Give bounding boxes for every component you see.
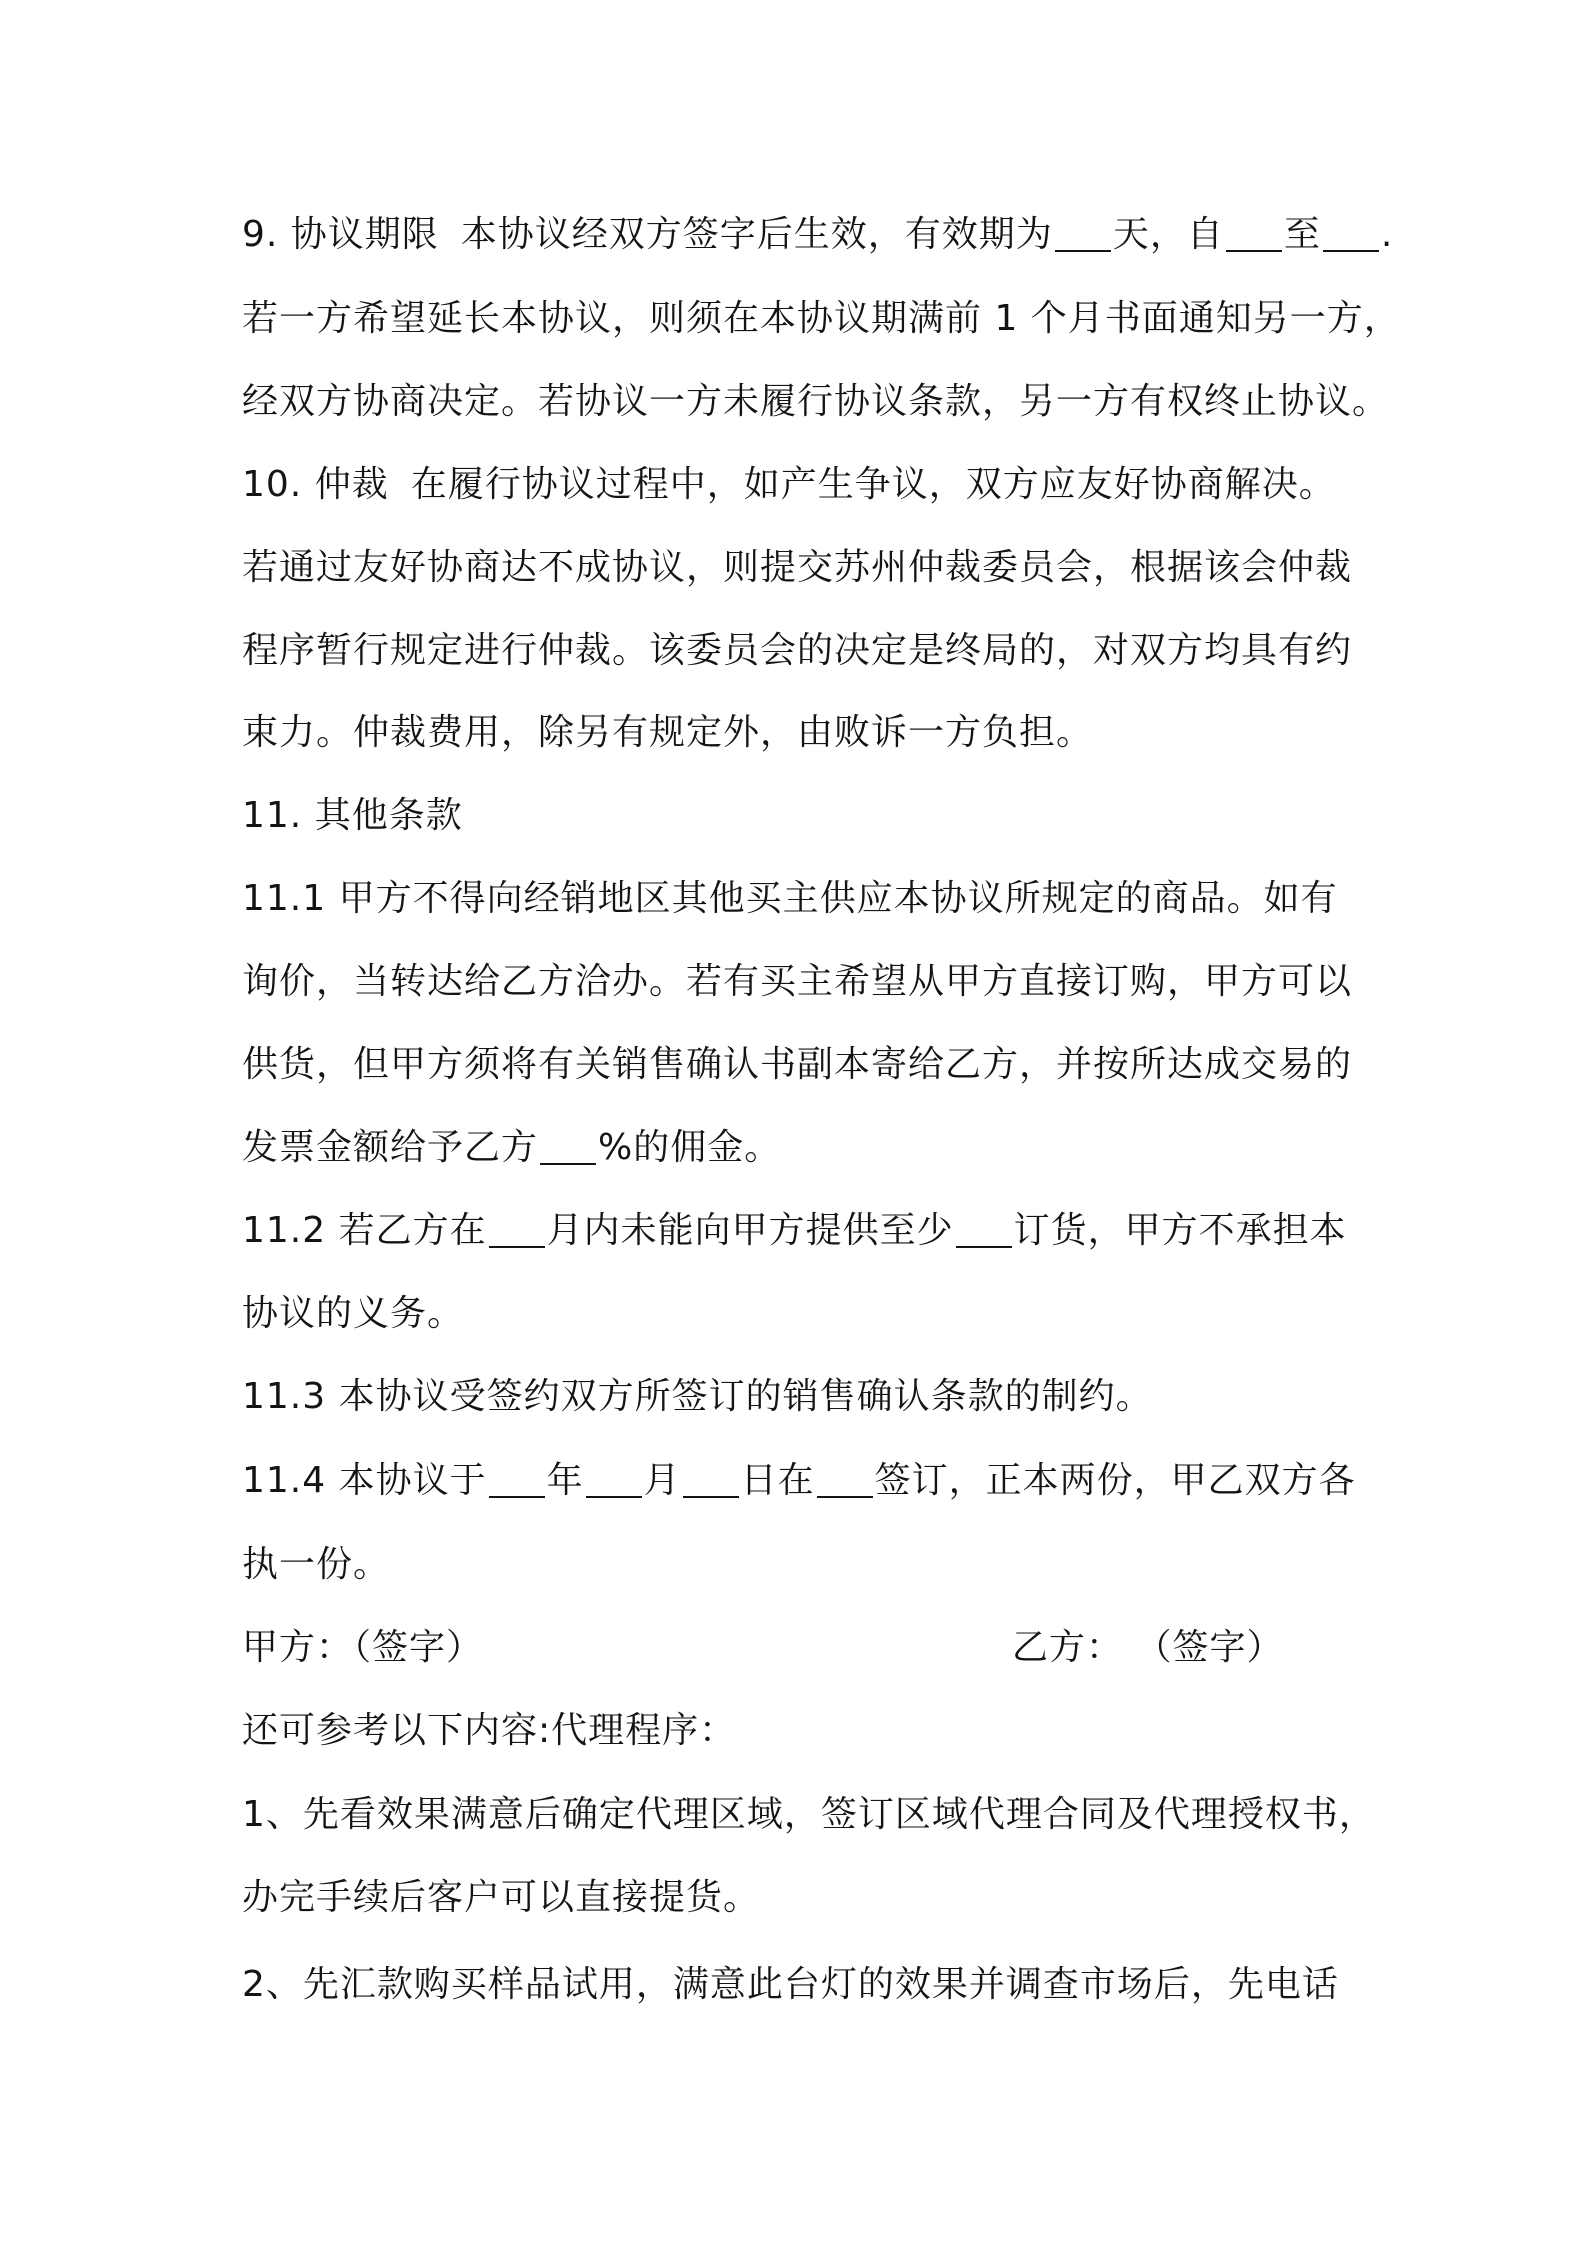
clause-11-2-text-mid: 月内未能向甲方提供至少 xyxy=(546,1210,954,1251)
clause-11-2-text: 11.2 若乙方在 xyxy=(242,1210,487,1251)
clause-10-line-1 xyxy=(242,455,1336,515)
clause-11-1-text: 发票金额给予乙方 xyxy=(242,1127,539,1168)
reference-step-1-line-2: 办完手续后客户可以直接提货。 xyxy=(242,1877,761,1918)
clause-11-3: 11.3 本协议受签约双方所签订的销售确认条款的制约。 xyxy=(242,1376,1153,1417)
clause-11-1-line-4 xyxy=(242,1118,781,1178)
clause-11-1-line-1: 11.1 甲方不得向经销地区其他买主供应本协议所规定的商品。如有 xyxy=(242,878,1338,919)
signature-party-a: 甲方：（签字） xyxy=(242,1627,484,1668)
clause-9-title: 9. 协议期限 xyxy=(242,214,439,255)
clause-9-text-end: . xyxy=(1380,214,1394,255)
clause-9-line-2: 若一方希望延长本协议，则须在本协议期满前 1 个月书面通知另一方， xyxy=(242,298,1401,339)
blank-order-amount xyxy=(956,1210,1012,1248)
blank-months xyxy=(489,1210,545,1248)
clause-11-1-commission: %的佣金。 xyxy=(598,1127,782,1168)
reference-step-1-line-1: 1、先看效果满意后确定代理区域，签订区域代理合同及代理授权书， xyxy=(242,1794,1376,1835)
clause-11-4-line-2: 执一份。 xyxy=(242,1544,391,1585)
clause-11-4-year: 年 xyxy=(546,1460,584,1501)
blank-end-date xyxy=(1323,214,1379,252)
clause-11-4-month: 月 xyxy=(643,1460,681,1501)
reference-step-2-line-1: 2、先汇款购买样品试用，满意此台灯的效果并调查市场后，先电话 xyxy=(242,1964,1339,2005)
clause-10-line-4: 束力。仲裁费用，除另有规定外，由败诉一方负担。 xyxy=(242,712,1094,753)
clause-11-4-text: 11.4 本协议于 xyxy=(242,1460,487,1501)
blank-term-days xyxy=(1055,214,1111,252)
clause-11-2-line-2: 协议的义务。 xyxy=(242,1293,465,1334)
clause-11-4-day: 日在 xyxy=(740,1460,815,1501)
clause-9-text-days: 天，自 xyxy=(1112,214,1224,255)
blank-commission-percent xyxy=(540,1127,596,1165)
reference-heading: 还可参考以下内容:代理程序： xyxy=(242,1710,737,1751)
clause-10-title: 10. 仲裁 xyxy=(242,464,389,505)
blank-start-date xyxy=(1226,214,1282,252)
clause-11-2-line-1 xyxy=(242,1201,1347,1261)
clause-11-1-line-2: 询价，当转达给乙方洽办。若有买主希望从甲方直接订购，甲方可以 xyxy=(242,961,1353,1002)
signature-party-b: 乙方： （签字） xyxy=(1012,1627,1284,1668)
blank-place xyxy=(817,1460,873,1498)
clause-9-line-3: 经双方协商决定。若协议一方未履行协议条款，另一方有权终止协议。 xyxy=(242,381,1390,422)
clause-11-title: 11. 其他条款 xyxy=(242,795,463,836)
signature-line xyxy=(242,1618,1342,1678)
blank-day xyxy=(683,1460,739,1498)
clause-10-line-2: 若通过友好协商达不成协议，则提交苏州仲裁委员会，根据该会仲裁 xyxy=(242,547,1353,588)
clause-11-2-text-end: 订货，甲方不承担本 xyxy=(1013,1210,1347,1251)
clause-11-1-line-3: 供货，但甲方须将有关销售确认书副本寄给乙方，并按所达成交易的 xyxy=(242,1044,1353,1085)
clause-9-text-to: 至 xyxy=(1283,214,1321,255)
clause-10-line-3: 程序暂行规定进行仲裁。该委员会的决定是终局的，对双方均具有约 xyxy=(242,630,1353,671)
clause-9-text: 本协议经双方签字后生效，有效期为 xyxy=(460,214,1053,255)
clause-11-4-text-end: 签订，正本两份，甲乙双方各 xyxy=(874,1460,1356,1501)
clause-9-line-1 xyxy=(242,205,1393,265)
clause-10-text: 在履行协议过程中，如产生争议，双方应友好协商解决。 xyxy=(410,464,1336,505)
blank-year xyxy=(489,1460,545,1498)
blank-month xyxy=(586,1460,642,1498)
clause-11-4-line-1 xyxy=(242,1451,1356,1511)
